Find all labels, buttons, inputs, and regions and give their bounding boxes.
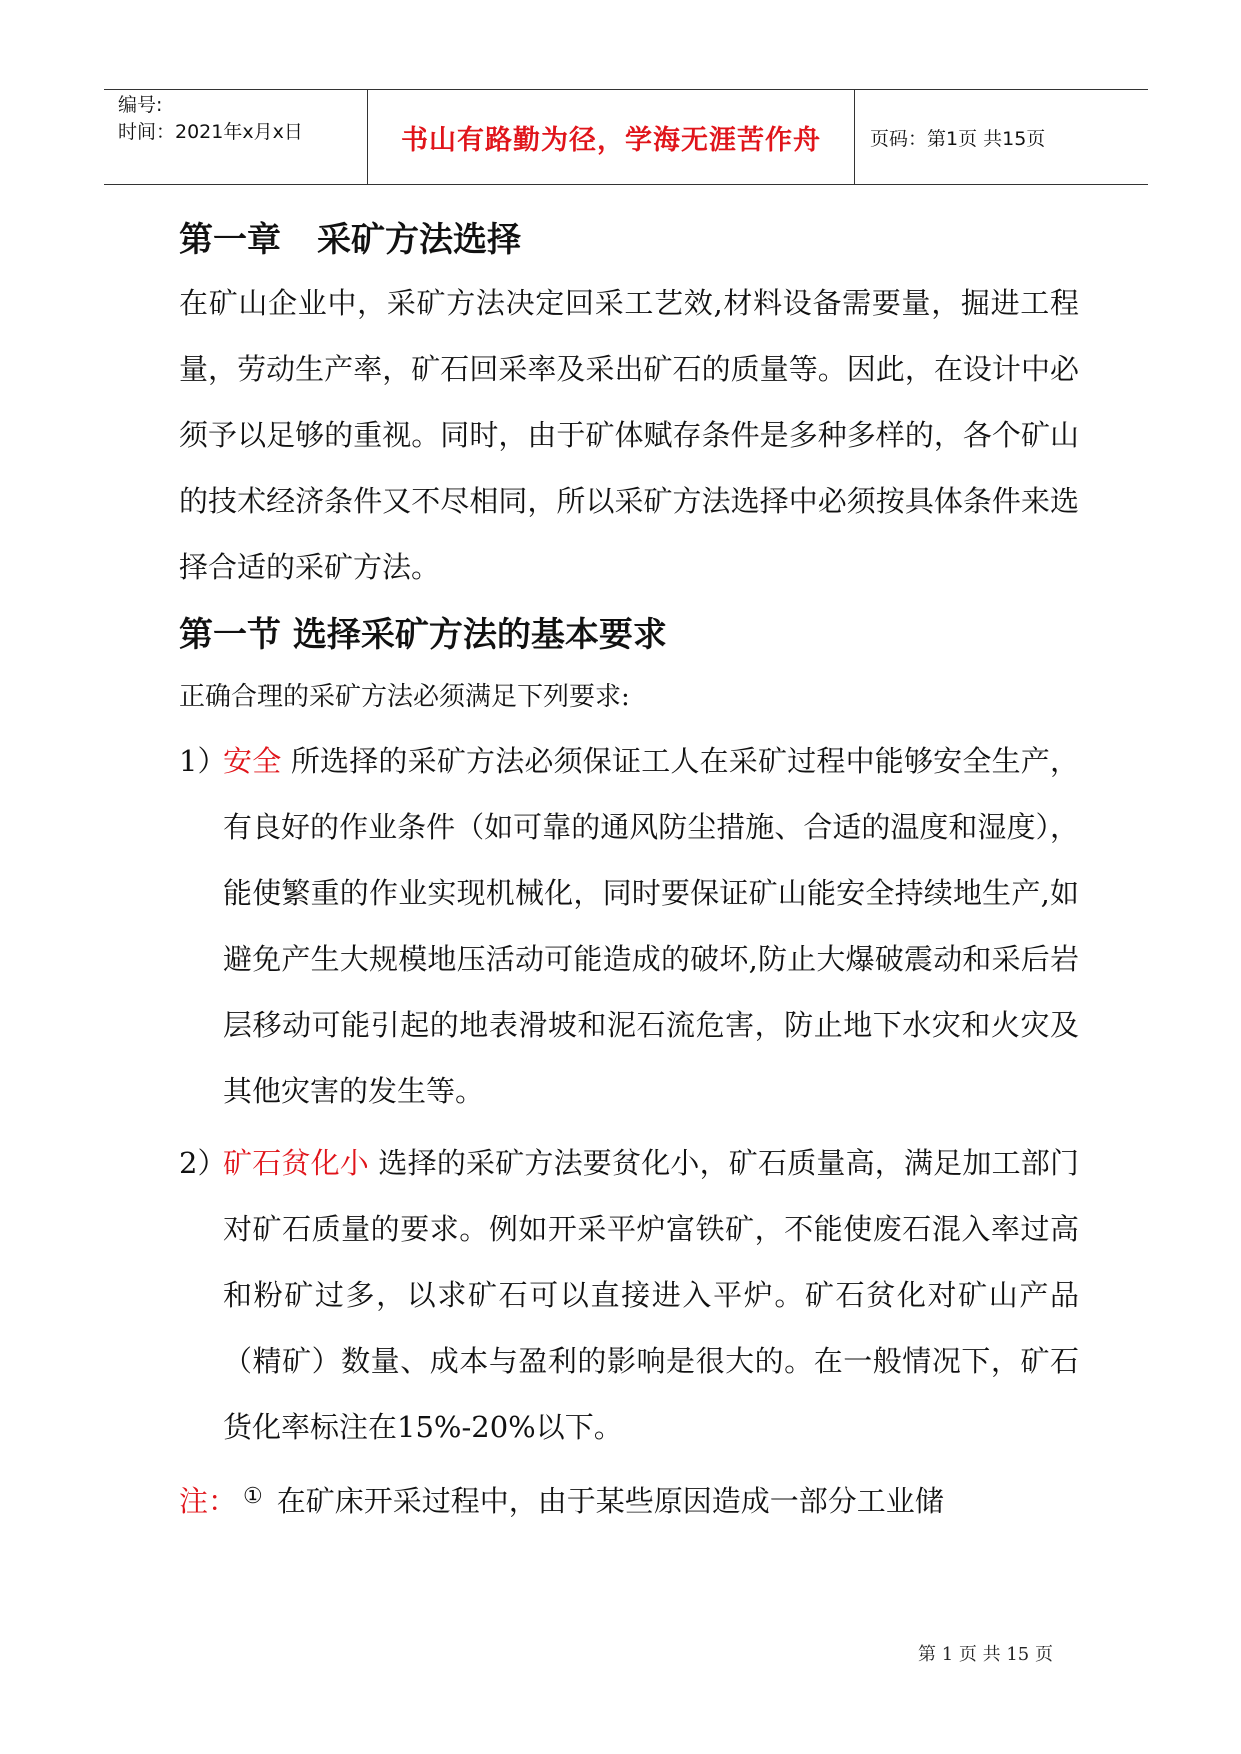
section-lead: 正确合理的采矿方法必须满足下列要求: — [179, 682, 630, 712]
number-label: 编号: — [118, 94, 163, 116]
document-header — [104, 89, 1148, 185]
note-text: 在矿床开采过程中，由于某些原因造成一部分工业储 — [276, 1484, 944, 1518]
page-footer: 第 1 页 共 15 页 — [918, 1644, 1053, 1665]
document-body — [179, 210, 1079, 1534]
note-circle-number: ① — [243, 1484, 263, 1509]
list-item — [179, 728, 1079, 1124]
list-item-text: 选择的采矿方法要贫化小，矿石质量高，满足加工部门对矿石质量的要求。例如开采平炉富铁矿，不能使废石混入率过高和粉矿过多，以求矿石可以直接进入平炉。矿石贫化对矿山产品（精矿）数量、成本与盈利的影响是很大的。在一般情况下，矿石货化率标注在15%-20%以下。 — [223, 1146, 1079, 1444]
header-meta-cell — [104, 90, 368, 184]
intro-paragraph: 在矿山企业中，采矿方法决定回采工艺效,材料设备需要量，掘进工程量，劳动生产率，矿石回采率及采出矿石的质量等。因此，在设计中必须予以足够的重视。同时，由于矿体赋存条件是多种多样的，各个矿山的技术经济条件又不尽相同，所以采矿方法选择中必须按具体条件来选择合适的采矿方法。 — [179, 286, 1079, 584]
list-item-number: 1） — [179, 744, 227, 778]
section-title: 第一节 选择采矿方法的基本要求 — [179, 615, 667, 655]
chapter-number: 第一章 — [179, 220, 281, 260]
note-line — [179, 1464, 1079, 1534]
list-item-keyword: 安全 — [223, 744, 282, 778]
list-item — [179, 1130, 1079, 1460]
list-item-text: 所选择的采矿方法必须保证工人在采矿过程中能够安全生产，有良好的作业条件（如可靠的通风防尘措施、合适的温度和湿度），能使繁重的作业实现机械化，同时要保证矿山能安全持续地生产,如避免产生大规模地压活动可能造成的破坏,防止大爆破震动和采后岩层移动可能引起的地表滑坡和泥石流危害，防止地下水灾和火灾及其他灾害的发生等。 — [223, 744, 1079, 1108]
header-page-label: 页码：第1页 共15页 — [870, 127, 1046, 150]
list-item-keyword: 矿石贫化小 — [223, 1146, 369, 1180]
chapter-name: 采矿方法选择 — [317, 220, 521, 260]
chapter-title — [179, 210, 1079, 270]
header-motto: 书山有路勤为径，学海无涯苦作舟 — [368, 90, 855, 184]
note-label: 注： — [179, 1484, 238, 1518]
list-item-number: 2） — [179, 1146, 227, 1180]
time-label: 时间：2021年x月x日 — [118, 121, 303, 143]
